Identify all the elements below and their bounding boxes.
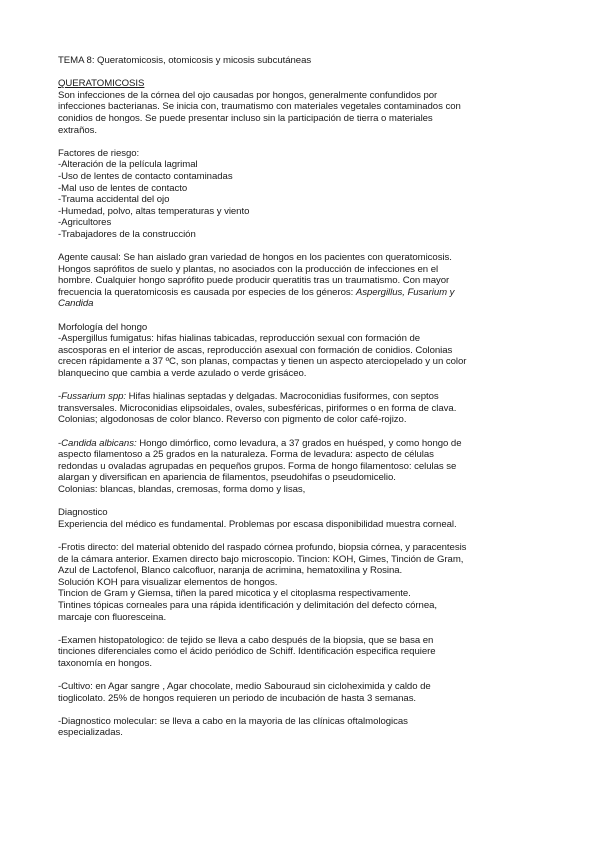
text-line: Son infecciones de la córnea del ojo causadas por hongos, generalmente confundidos por (58, 89, 438, 101)
text-line: Hongos saprófitos de suelo y plantas, no asociados con la producción de infecciones en el (58, 263, 439, 275)
text-line: Tincion de Gram y Giemsa, tiñen la pared micotica y el citoplasma respectivamente. (58, 588, 411, 600)
diagnosis-section (58, 507, 538, 739)
text-line: blanquecino que cambia a verde azulado o verde grisáceo. (58, 368, 307, 380)
text-span: - (58, 437, 62, 449)
text-line: hombre. Cualquier hongo saprófito puede producir queratitis tras un traumatismo. Con mayor (58, 275, 450, 287)
text-line: marcaje con fluoresceina. (58, 611, 167, 623)
text-line: -Examen histopatologico: de tejido se lleva a cabo después de la biopsia, que se basa en (58, 634, 434, 646)
text-line: tinciones diferenciales como el ácido periódico de Schiff. Identificación especifica requiere (58, 646, 436, 658)
text-line: de la cámara anterior. Examen directo bajo microscopio. Tincion: KOH, Gimes, Tinción de Gram, (58, 553, 464, 565)
section-heading: QUERATOMICOSIS (58, 78, 145, 90)
text-line: Azul de Lactofenol, Blanco calcofluor, naranja de acrimina, hematoxilina y Rosina. (58, 565, 403, 577)
text-line: Solución KOH para visualizar elementos de hongos. (58, 576, 278, 588)
text-line: taxonomía en hongos. (58, 657, 152, 669)
text-line (58, 438, 538, 450)
risk-factors-heading: Factores de riesgo: (58, 147, 140, 159)
text-span: - (58, 391, 62, 403)
list-item: -Humedad, polvo, altas temperaturas y viento (58, 205, 250, 217)
genus-names: Candida (58, 298, 94, 310)
text-span: Hifas hialinas septadas y delgadas. Macroconidias fusiformes, con septos (126, 391, 439, 403)
document-title: TEMA 8: Queratomicosis, otomicosis y micosis subcutáneas (58, 55, 312, 66)
text-span: Hongo dimórfico, como levadura, a 37 grados en huésped, y como hongo de (136, 437, 462, 449)
risk-factors (58, 148, 538, 241)
text-line: extraños. (58, 124, 98, 136)
text-line: -Cultivo: en Agar sangre , Agar chocolate, medio Sabouraud sin cicloheximida y caldo de (58, 681, 431, 693)
list-item: -Uso de lentes de contacto contaminadas (58, 170, 233, 182)
text-line: alargan y diversifican en apariencia de filamentos, pseudohifas o pseudomicelio. (58, 472, 396, 484)
text-line: conidios de hongos. Se puede presentar incluso sin la participación de tierra o materiales (58, 112, 433, 124)
diagnosis-heading: Diagnostico (58, 507, 108, 519)
text-line: crecen rápidamente a 37 ºC, son planas, compactas y tienen un aspecto aterciopelado y un color (58, 356, 467, 368)
text-line: Colonias: blancas, blandas, cremosas, forma domo y lisas, (58, 483, 306, 495)
document-page (58, 55, 538, 739)
text-line: infecciones bacterianas. Se inicia con, traumatismo con materiales vegetales contaminados con (58, 101, 461, 113)
text-line: tioglicolato. 25% de hongos requieren un periodo de incubación de hasta 3 semanas. (58, 692, 417, 704)
morphology-section (58, 322, 538, 496)
list-item: -Trabajadores de la construcción (58, 228, 196, 240)
text-line: -Frotis directo: del material obtenido del raspado córnea profundo, biopsia córnea, y paracentesis (58, 541, 467, 553)
genus-names: Aspergillus, Fusarium y (355, 286, 455, 298)
text-line: -Diagnostico molecular: se lleva a cabo en la mayoria de las clínicas oftalmologicas (58, 715, 408, 727)
text-line (58, 287, 538, 299)
text-span: frecuencia la queratomicosis es causada por especies de los géneros: (58, 286, 356, 298)
species-name: Fussarium spp: (61, 391, 127, 403)
list-item: -Agricultores (58, 217, 112, 229)
list-item: -Alteración de la película lagrimal (58, 159, 198, 171)
text-line: aspecto filamentoso a 25 grados en la naturaleza. Forma de levadura: aspecto de células (58, 449, 434, 461)
text-line: -Aspergillus fumigatus: hifas hialinas tabicadas, reproducción sexual con formación de (58, 333, 421, 345)
text-line: ascosporas en el interior de ascas, reproducción asexual con formación de conidios. Colonias (58, 344, 453, 356)
text-line: especializadas. (58, 727, 123, 739)
causal-agent-paragraph (58, 252, 538, 310)
text-line: redondas u ovaladas agrupadas en pequeños grupos. Forma de hongo filamentoso: celulas se (58, 460, 457, 472)
intro-paragraph (58, 90, 538, 136)
morphology-heading: Morfología del hongo (58, 321, 148, 333)
text-line: Colonias; algodonosas de color blanco. Reverso con pigmento de color café-rojizo. (58, 414, 407, 426)
text-line (58, 391, 538, 403)
list-item: -Mal uso de lentes de contacto (58, 182, 188, 194)
text-line: Agente causal: Se han aislado gran variedad de hongos en los pacientes con queratomicosis. (58, 252, 452, 264)
species-name: Candida albicans: (61, 437, 137, 449)
text-line: Experiencia del médico es fundamental. Problemas por escasa disponibilidad muestra corneal. (58, 518, 457, 530)
list-item: -Trauma accidental del ojo (58, 194, 170, 206)
text-line: Tintines tópicas corneales para una rápida identificación y delimitación del defecto córnea, (58, 599, 438, 611)
text-line: transversales. Microconidias elipsoidales, ovales, subesféricas, piriformes o en forma de clava. (58, 402, 457, 414)
